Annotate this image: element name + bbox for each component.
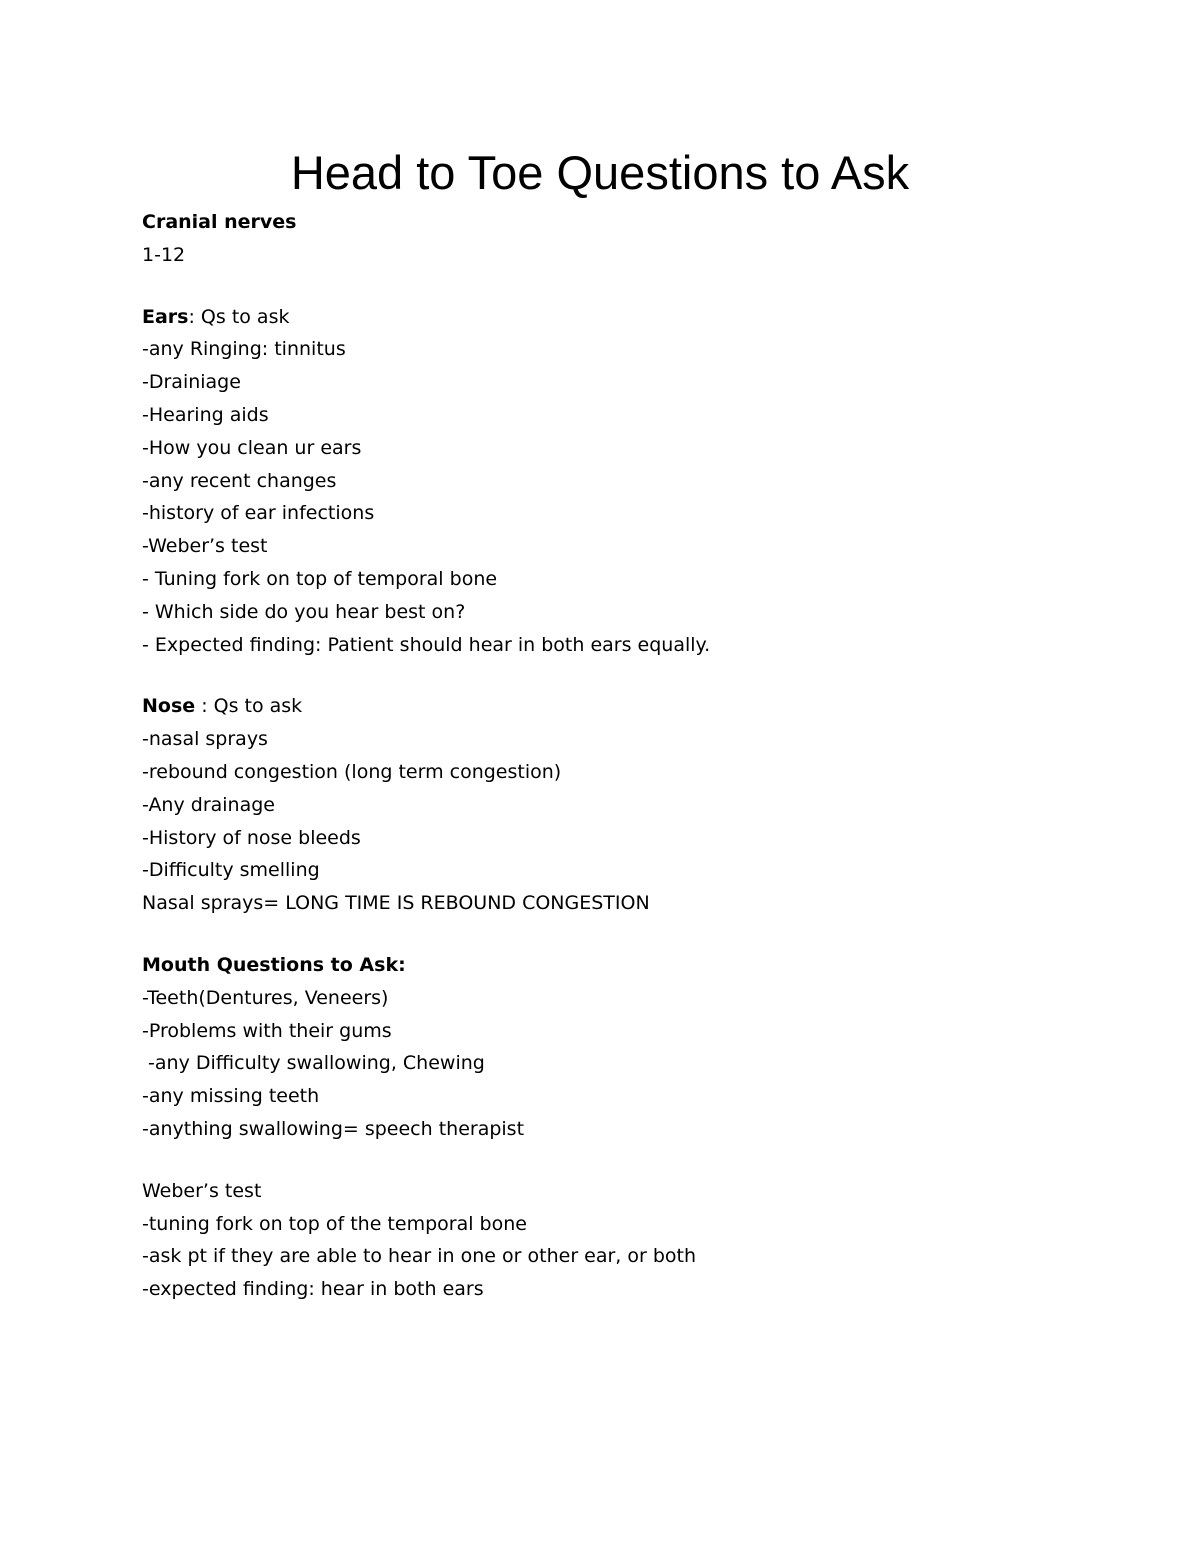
list-item: -any Difficulty swallowing, Chewing xyxy=(142,1052,485,1075)
section-gap xyxy=(142,1146,1102,1175)
list-item: -Problems with their gums xyxy=(142,1019,392,1042)
page-title: Head to Toe Questions to Ask xyxy=(290,146,910,199)
list-item: -How you clean ur ears xyxy=(142,436,362,459)
section-heading-mouth: Mouth Questions to Ask: xyxy=(142,953,406,976)
section-gap xyxy=(142,661,1102,690)
ears-heading-suffix: : Qs to ask xyxy=(188,305,290,328)
section-gap xyxy=(142,920,1102,949)
list-item: - Tuning fork on top of temporal bone xyxy=(142,567,498,590)
ears-heading-label: Ears xyxy=(142,305,189,328)
list-item: -tuning fork on top of the temporal bone xyxy=(142,1212,527,1235)
list-item: -nasal sprays xyxy=(142,728,268,751)
list-item: -rebound congestion (long term congestion) xyxy=(142,760,562,783)
list-item: -Hearing aids xyxy=(142,403,269,426)
list-item: -history of ear infections xyxy=(142,502,375,525)
section-heading-cranial-nerves: Cranial nerves xyxy=(142,211,297,233)
section-heading-nose xyxy=(142,690,1102,723)
list-item: -any recent changes xyxy=(142,469,337,492)
list-item: - Expected finding: Patient should hear in both ears equally. xyxy=(142,633,711,656)
list-item: -any Ringing: tinnitus xyxy=(142,338,346,361)
list-item: -ask pt if they are able to hear in one or other ear, or both xyxy=(142,1245,697,1268)
list-item: Nasal sprays= LONG TIME IS REBOUND CONGESTION xyxy=(142,892,650,915)
cranial-nerves-range: 1-12 xyxy=(142,243,186,266)
section-heading-webers-test: Weber’s test xyxy=(142,1179,262,1202)
list-item: -Any drainage xyxy=(142,793,275,816)
nose-heading-label: Nose xyxy=(142,695,196,718)
list-item: -any missing teeth xyxy=(142,1085,320,1108)
list-item: -Teeth(Dentures, Veneers) xyxy=(142,986,389,1009)
section-gap xyxy=(142,272,1102,301)
list-item: -Difficulty smelling xyxy=(142,859,320,882)
document-body xyxy=(142,206,1102,1306)
section-heading-ears xyxy=(142,301,1102,334)
list-item: -Drainiage xyxy=(142,371,241,394)
list-item: - Which side do you hear best on? xyxy=(142,600,466,623)
list-item: -anything swallowing= speech therapist xyxy=(142,1117,525,1140)
list-item: -History of nose bleeds xyxy=(142,826,361,849)
list-item: -expected finding: hear in both ears xyxy=(142,1278,484,1301)
nose-heading-suffix: : Qs to ask xyxy=(195,695,303,718)
list-item: -Weber’s test xyxy=(142,535,268,558)
